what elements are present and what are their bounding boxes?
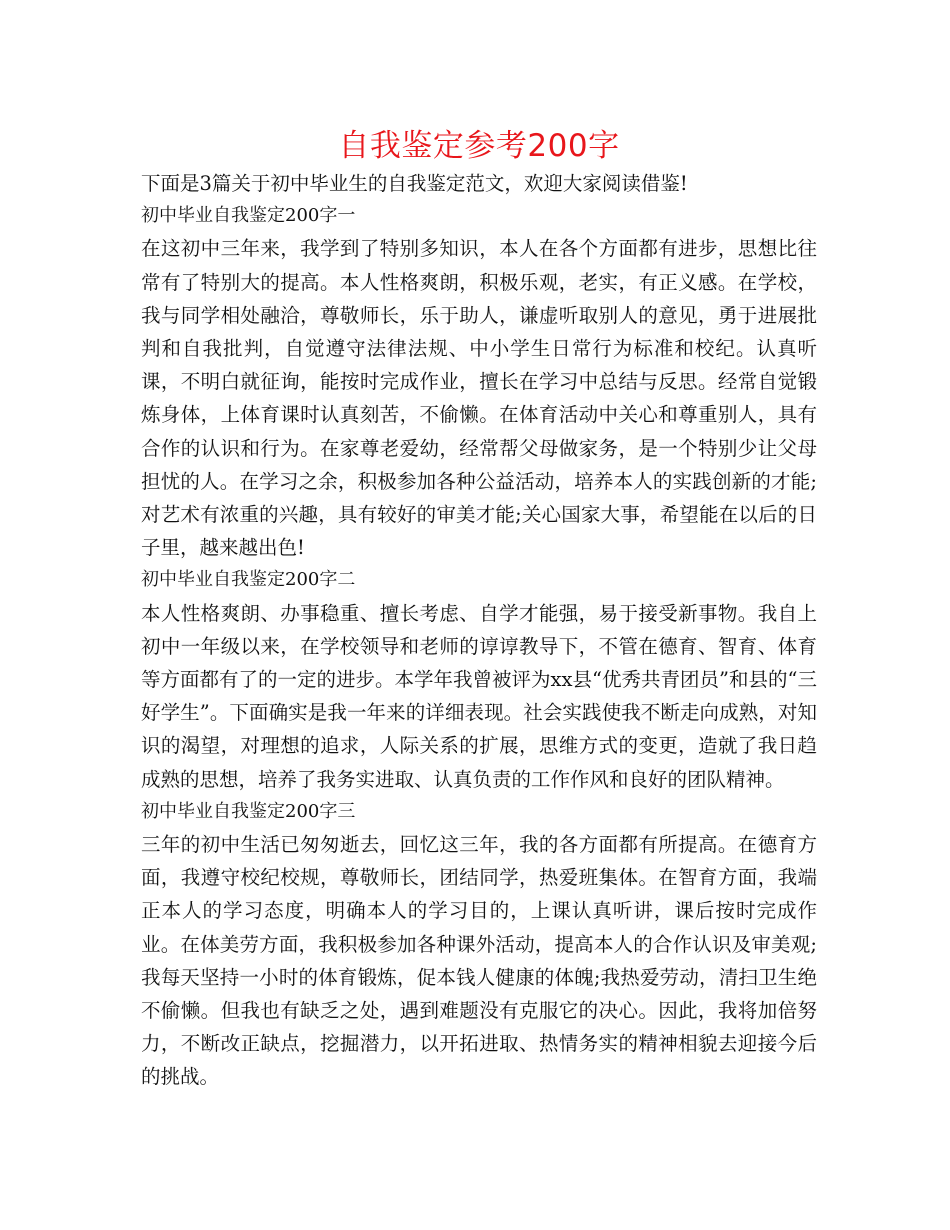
section-heading-3: 初中毕业自我鉴定200字三 <box>141 800 356 822</box>
section-body-3: 三年的初中生活已匆匆逝去，回忆这三年，我的各方面都有所提高。在德育方面，我遵守校纪校规，尊敬师长，团结同学，热爱班集体。在智育方面，我端正本人的学习态度，明确本人的学习目的，上课认真听讲，课后按时完成作业。在体美劳方面，我积极参加各种课外活动，提高本人的合作认识及审美观;我每天坚持一小时的体育锻炼，促本钱人健康的体魄;我热爱劳动，清扫卫生绝不偷懒。但我也有缺乏之处，遇到难题没有克服它的决心。因此，我将加倍努力，不断改正缺点，挖掘潜力，以开拓进取、热情务实的精神相貌去迎接今后的挑战。 <box>141 833 817 1089</box>
intro-text: 下面是3篇关于初中毕业生的自我鉴定范文，欢迎大家阅读借鉴! <box>141 172 688 195</box>
document-title: 自我鉴定参考200字 <box>338 128 620 164</box>
section-heading-1: 初中毕业自我鉴定200字一 <box>141 205 356 227</box>
section-body-1: 在这初中三年来，我学到了特别多知识，本人在各个方面都有进步，思想比往常有了特别大的提高。本人性格爽朗，积极乐观，老实，有正义感。在学校，我与同学相处融洽，尊敬师长，乐于助人，谦虚听取别人的意见，勇于进展批判和自我批判，自觉遵守法律法规、中小学生日常行为标准和校纪。认真听课，不明白就征询，能按时完成作业，擅长在学习中总结与反思。经常自觉锻炼身体，上体育课时认真刻苦，不偷懒。在体育活动中关心和尊重别人，具有合作的认识和行为。在家尊老爱幼，经常帮父母做家务，是一个特别少让父母担忧的人。在学习之余，积极参加各种公益活动，培养本人的实践创新的才能;对艺术有浓重的兴趣，具有较好的审美才能;关心国家大事，希望能在以后的日子里，越来越出色! <box>141 237 817 560</box>
section-body-2: 本人性格爽朗、办事稳重、擅长考虑、自学才能强，易于接受新事物。我自上初中一年级以来，在学校领导和老师的谆谆教导下，不管在德育、智育、体育等方面都有了的一定的进步。本学年我曾被评为xx县“优秀共青团员”和县的“三好学生”。下面确实是我一年来的详细表现。社会实践使我不断走向成熟，对知识的渴望，对理想的追求，人际关系的扩展，思维方式的变更，造就了我日趋成熟的思想，培养了我务实进取、认真负责的工作作风和良好的团队精神。 <box>141 601 817 791</box>
section-heading-2: 初中毕业自我鉴定200字二 <box>141 569 356 591</box>
document-page <box>141 124 817 1094</box>
